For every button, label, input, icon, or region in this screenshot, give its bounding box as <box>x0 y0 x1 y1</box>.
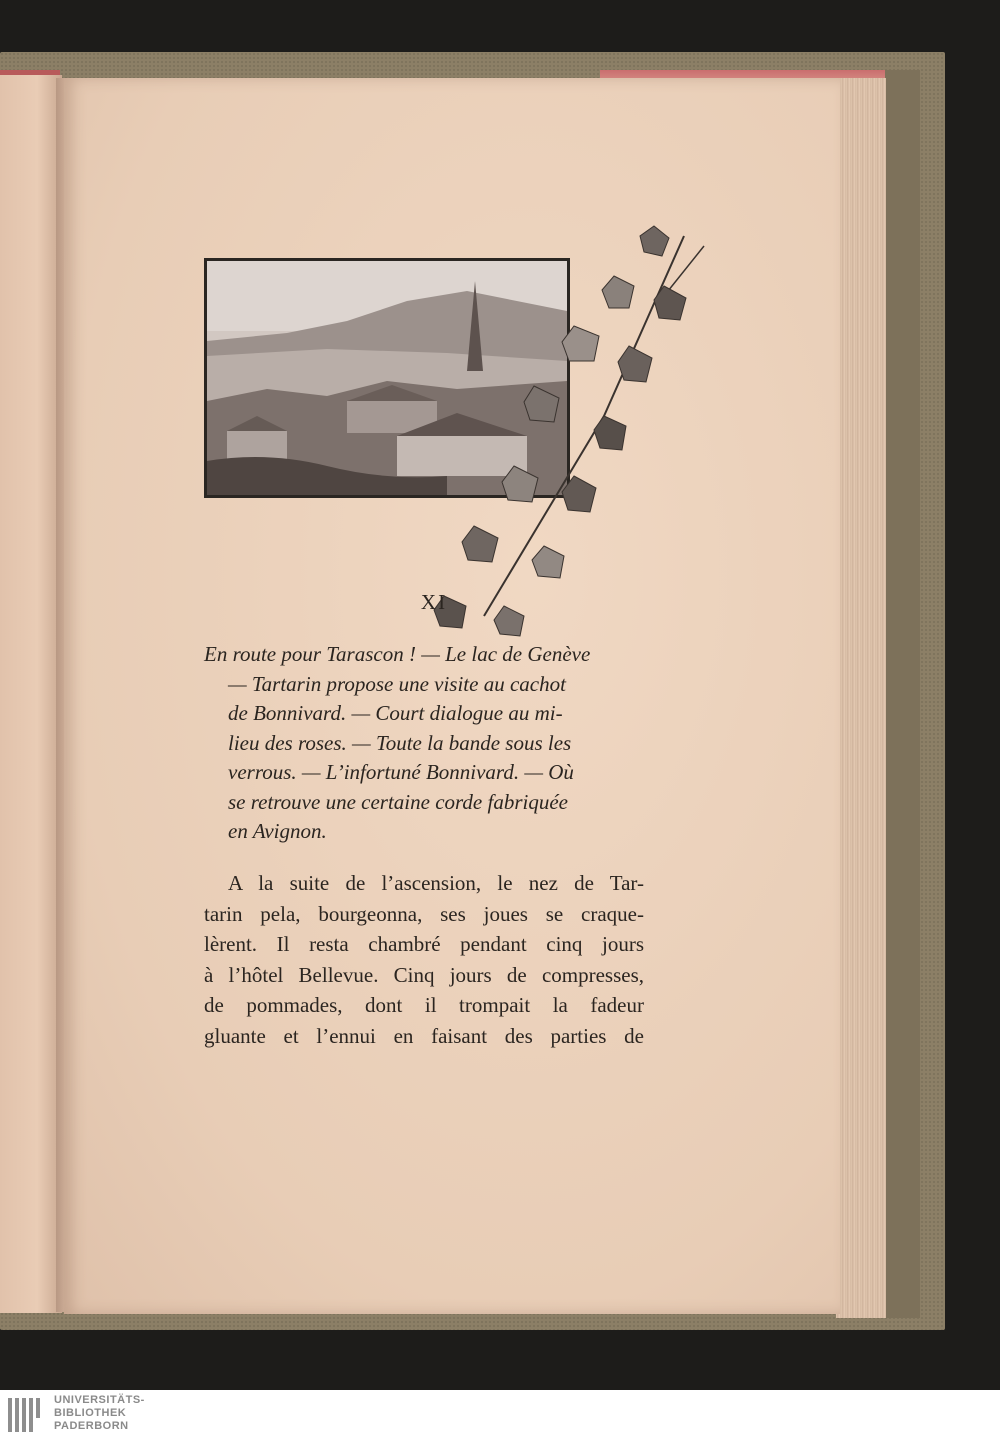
logo-line: UNIVERSITÄTS- <box>54 1394 145 1406</box>
body-line: tarin pela, bourgeonna, ses joues se craque- <box>204 901 644 926</box>
cover-edge <box>880 70 920 1318</box>
summary-line: — Tartarin propose une visite au cachot <box>228 671 566 696</box>
logo-line: PADERBORN <box>54 1420 129 1432</box>
body-line: de pommades, dont il trompait la fadeur <box>204 993 644 1017</box>
summary-line: se retrouve une certaine corde fabriquée <box>228 789 568 814</box>
chapter-summary <box>204 640 644 847</box>
logo-line: BIBLIOTHEK <box>54 1407 127 1419</box>
page-stack-edges <box>836 78 886 1318</box>
body-line: A la suite de l’ascension, le nez de Tar- <box>228 871 644 895</box>
summary-line: lieu des roses. — Toute la bande sous les <box>228 730 572 755</box>
left-page <box>0 75 62 1313</box>
summary-line: en Avignon. <box>228 819 327 843</box>
right-page <box>64 78 840 1314</box>
library-footer <box>0 1390 1000 1440</box>
body-line: lèrent. Il resta chambré pendant cinq jours <box>204 932 644 956</box>
body-line: à l’hôtel Bellevue. Cinq jours de compresses, <box>204 962 644 987</box>
summary-line: de Bonnivard. — Court dialogue au mi- <box>228 701 563 725</box>
library-logo-icon <box>8 1398 46 1432</box>
body-paragraph <box>204 868 644 1051</box>
body-line: gluante et l’ennui en faisant des parties de <box>204 1023 644 1048</box>
library-logo-text <box>54 1394 145 1433</box>
chapter-number: XI <box>420 590 448 614</box>
summary-line: verrous. — L’infortuné Bonnivard. — Où <box>228 760 574 784</box>
summary-line: En route pour Tarascon ! — Le lac de Genève <box>204 642 591 666</box>
